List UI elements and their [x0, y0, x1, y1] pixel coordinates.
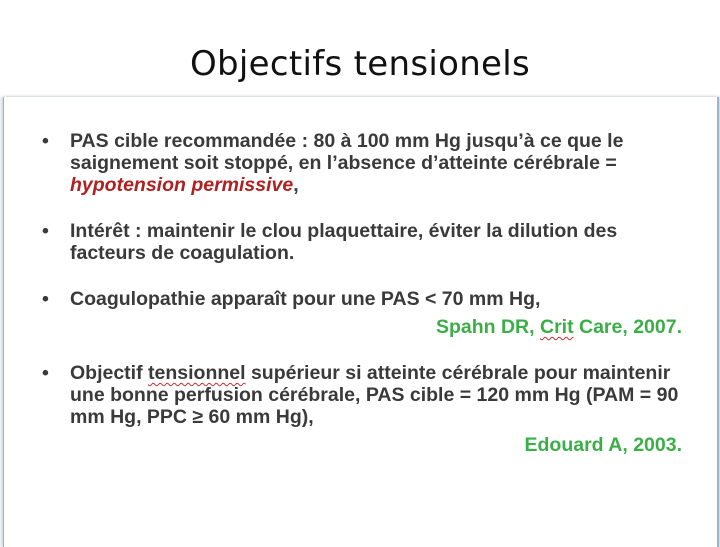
bullet-text: PAS cible recommandée : 80 à 100 mm Hg jusqu’à ce que le saignement soit stoppé, en l’absence d’atteinte cérébrale = [70, 130, 624, 174]
reference-prefix: Spahn DR, [435, 316, 540, 338]
bullet-item [42, 362, 682, 456]
bullet-text: supérieur si atteinte cérébrale pour maintenir une bonne perfusion cérébrale, PAS cible = 120 mm Hg (PAM = 90 mm Hg, PPC ≥ 60 mm Hg), [70, 362, 679, 428]
bullet-item [42, 288, 682, 338]
reference-suffix: Care, 2007. [573, 316, 682, 338]
bullet-item [42, 130, 682, 196]
bullet-text-prefix: Objectif [70, 362, 149, 384]
bullet-text: Coagulopathie apparaît pour une PAS < 70 mm Hg, [70, 288, 541, 310]
reference-citation: Edouard A, 2003. [524, 434, 682, 456]
bullet-text: Intérêt : maintenir le clou plaquettaire, éviter la dilution des facteurs de coagulation. [70, 220, 618, 264]
highlight-text: hypotension permissive [70, 174, 294, 196]
spellcheck-word: tensionnel [148, 362, 246, 384]
reference-spellcheck-word: Crit [539, 316, 574, 338]
reference-citation [70, 316, 682, 338]
slide-title: Objectifs tensionels [189, 44, 531, 84]
bullet-item [42, 220, 682, 264]
bullet-tail: , [293, 174, 299, 196]
bullet-list [42, 130, 682, 480]
